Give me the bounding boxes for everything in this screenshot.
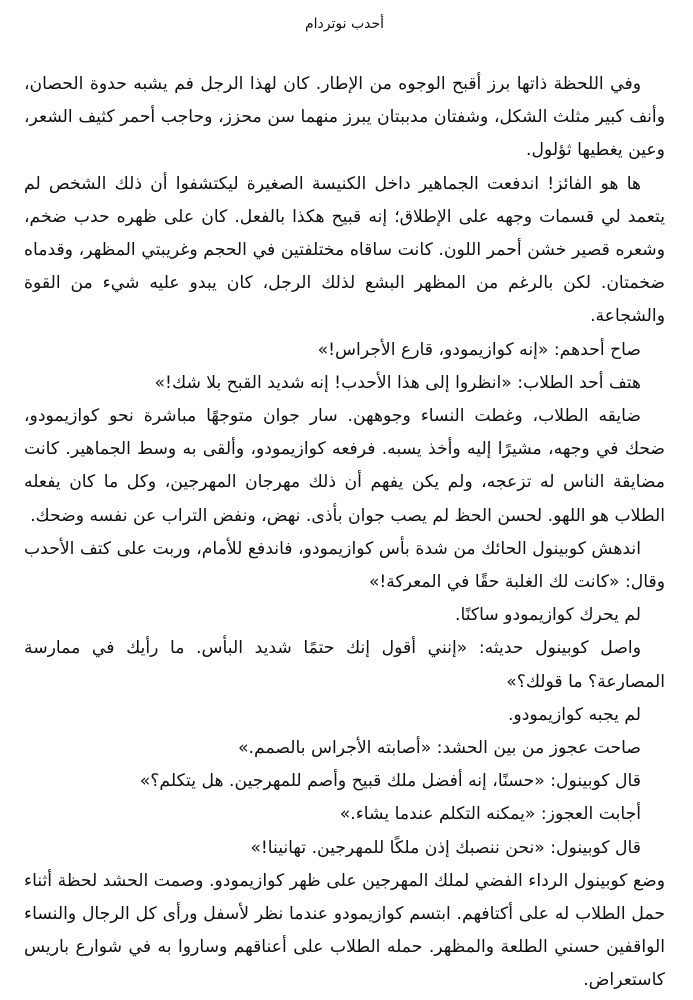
paragraph-7: لم يحرك كوازيمودو ساكنًا. [455, 605, 641, 626]
paragraph-11: قال كوبينول: «حسنًا، إنه أفضل ملك قبيح وأصم للمهرجين. هل يتكلم؟» [139, 771, 641, 792]
paragraph-12: أجابت العجوز: «يمكنه التكلم عندما يشاء.» [339, 804, 641, 825]
paragraph-10: صاحت عجوز من بين الحشد: «أصابته الأجراس بالصمم.» [238, 738, 641, 759]
paragraph-4: هتف أحد الطلاب: «انظروا إلى هذا الأحدب! إنه شديد القبح بلا شك!» [154, 372, 641, 393]
paragraph-9: لم يجبه كوازيمودو. [507, 704, 641, 725]
paragraph-5: ضايقه الطلاب، وغطت النساء وجوههن. سار جوان متوجهًا مباشرة نحو كوازيمودو، ضحك في وجهه، مشيرًا إليه وأخذ يسبه. فرفعه كوازيمودو، وألقى به وسط الجماهير. كانت مضايقة الناس له تزعجه، ولم يكن يفهم أن ذلك مهرجان المهرجين، وكل ما كان يفعله الطلاب هو اللهو. لحسن الحظ لم يصب جوان بأذى. نهض، ونفض التراب عن نفسه وضحك. [24, 406, 665, 526]
paragraph-1: وفي اللحظة ذاتها برز أقبح الوجوه من الإطار. كان لهذا الرجل فم يشبه حدوة الحصان، وأنف كبير مثلث الشكل، وشفتان مدببتان يبرز منهما سن محزز، وحاجب أحمر كثيف الشعر، وعين يغطيها ثؤلول. [24, 74, 665, 161]
paragraph-13: قال كوبينول: «نحن ننصبك إذن ملكًا للمهرجين. تهانينا!» [250, 837, 641, 858]
paragraph-2: ها هو الفائز! اندفعت الجماهير داخل الكنيسة الصغيرة ليكتشفوا أن ذلك الشخص لم يتعمد لي قسمات وجهه على الإطلاق؛ إنه قبيح هكذا بالفعل. كان على ظهره حدب ضخم، وشعره قصير خشن أحمر اللون. كانت ساقاه مختلفتين في الحجم وغريبتي المظهر، وقدماه ضخمتان. لكن بالرغم من المظهر البشع لذلك الرجل، كان يبدو عليه شيء من القوة والشجاعة. [24, 173, 665, 327]
paragraph-6: اندهش كوبينول الحائك من شدة بأس كوازيمودو، فاندفع للأمام، وربت على كتف الأحدب وقال: «كانت لك الغلبة حقًا في المعركة!» [24, 538, 665, 593]
running-header: أحدب نوتردام [304, 16, 385, 32]
page-body [24, 68, 665, 998]
paragraph-8: واصل كوبينول حديثه: «إنني أقول إنك حتمًا شديد البأس. ما رأيك في ممارسة المصارعة؟ ما قولك؟» [24, 638, 665, 692]
paragraph-14: وضع كوبينول الرداء الفضي لملك المهرجين على ظهر كوازيمودو. وصمت الحشد لحظة أثناء حمل الطلاب له على أكتافهم. ابتسم كوازيمودو عندما نظر لأسفل ورأى كل الرجال والنساء الواقفين حسني الطلعة والمظهر. حمله الطلاب على أعناقهم وساروا به في شوارع باريس كاستعراض. [24, 870, 665, 991]
paragraph-3: صاح أحدهم: «إنه كوازيمودو، قارع الأجراس!» [317, 339, 641, 360]
